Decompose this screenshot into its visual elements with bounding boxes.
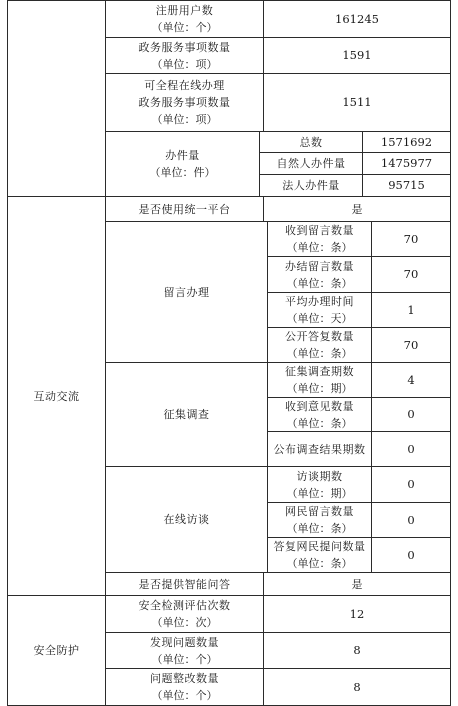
cases-total-label: 总数: [299, 135, 323, 149]
cases-legal-label: 法人办件量: [282, 179, 340, 192]
security-problems-value: 8: [353, 643, 361, 657]
interviews-answers-label: 答复网民提问数量 （单位：条）: [273, 540, 366, 570]
cases-natural-label: 自然人办件量: [276, 157, 346, 170]
security-fixed-value: 8: [353, 679, 361, 694]
cases-total-value: 1571692: [380, 134, 433, 149]
security-section-label: 安全防护: [33, 644, 80, 657]
border-right: [450, 0, 451, 706]
registered-users-label: 注册用户数 （单位：个）: [151, 4, 218, 34]
cases-natural-value: 1475977: [380, 156, 433, 170]
unified-platform-value: 是: [351, 202, 363, 216]
online-items-label: 可全程在线办理 政务服务事项数量 （单位：项）: [138, 79, 231, 126]
surveys-group-label: 征集调查: [163, 408, 210, 421]
interviews-questions-label: 网民留言数量 （单位：条）: [285, 505, 354, 535]
messages-avg-time-label: 平均办理时间 （单位：天）: [285, 295, 354, 325]
online-items-value: 1511: [342, 95, 372, 109]
surveys-opinions-value: 0: [407, 407, 415, 421]
smart-qa-value: 是: [351, 577, 363, 591]
security-fixed-label: 问题整改数量 （单位：个）: [150, 672, 219, 702]
surveys-results-label: 公布调查结果期数: [273, 442, 366, 456]
cases-label: 办件量 （单位：件）: [149, 149, 216, 179]
surveys-results-value: 0: [407, 441, 415, 456]
messages-concluded-value: 70: [403, 267, 419, 281]
security-checks-label: 安全检测评估次数 （单位：次）: [138, 599, 231, 629]
messages-received-value: 70: [403, 231, 419, 246]
messages-public-replies-value: 70: [403, 337, 419, 352]
unified-platform-label: 是否使用统一平台: [138, 202, 231, 216]
interviews-questions-value: 0: [407, 512, 415, 527]
messages-avg-time-value: 1: [407, 302, 415, 317]
messages-public-replies-label: 公开答复数量 （单位：条）: [285, 330, 354, 360]
security-problems-label: 发现问题数量 （单位：个）: [150, 635, 219, 666]
interaction-section-label: 互动交流: [33, 389, 80, 403]
interviews-periods-value: 0: [407, 477, 415, 491]
interviews-group-label: 在线访谈: [163, 513, 210, 526]
smart-qa-label: 是否提供智能问答: [138, 577, 231, 591]
service-items-value: 1591: [342, 48, 372, 62]
interviews-periods-label: 访谈期数 （单位：期）: [286, 469, 353, 500]
security-checks-value: 12: [349, 606, 365, 621]
service-items-label: 政务服务事项数量 （单位：项）: [138, 40, 231, 71]
surveys-periods-value: 4: [407, 372, 415, 387]
messages-group-label: 留言办理: [163, 285, 210, 299]
interviews-answers-value: 0: [407, 547, 415, 562]
surveys-periods-label: 征集调查期数 （单位：期）: [285, 365, 354, 395]
messages-received-label: 收到留言数量 （单位：条）: [285, 224, 354, 254]
registered-users-value: 161245: [335, 11, 379, 26]
cases-legal-value: 95715: [388, 178, 425, 192]
messages-concluded-label: 办结留言数量 （单位：条）: [285, 259, 354, 290]
surveys-opinions-label: 收到意见数量 （单位：条）: [285, 399, 354, 430]
